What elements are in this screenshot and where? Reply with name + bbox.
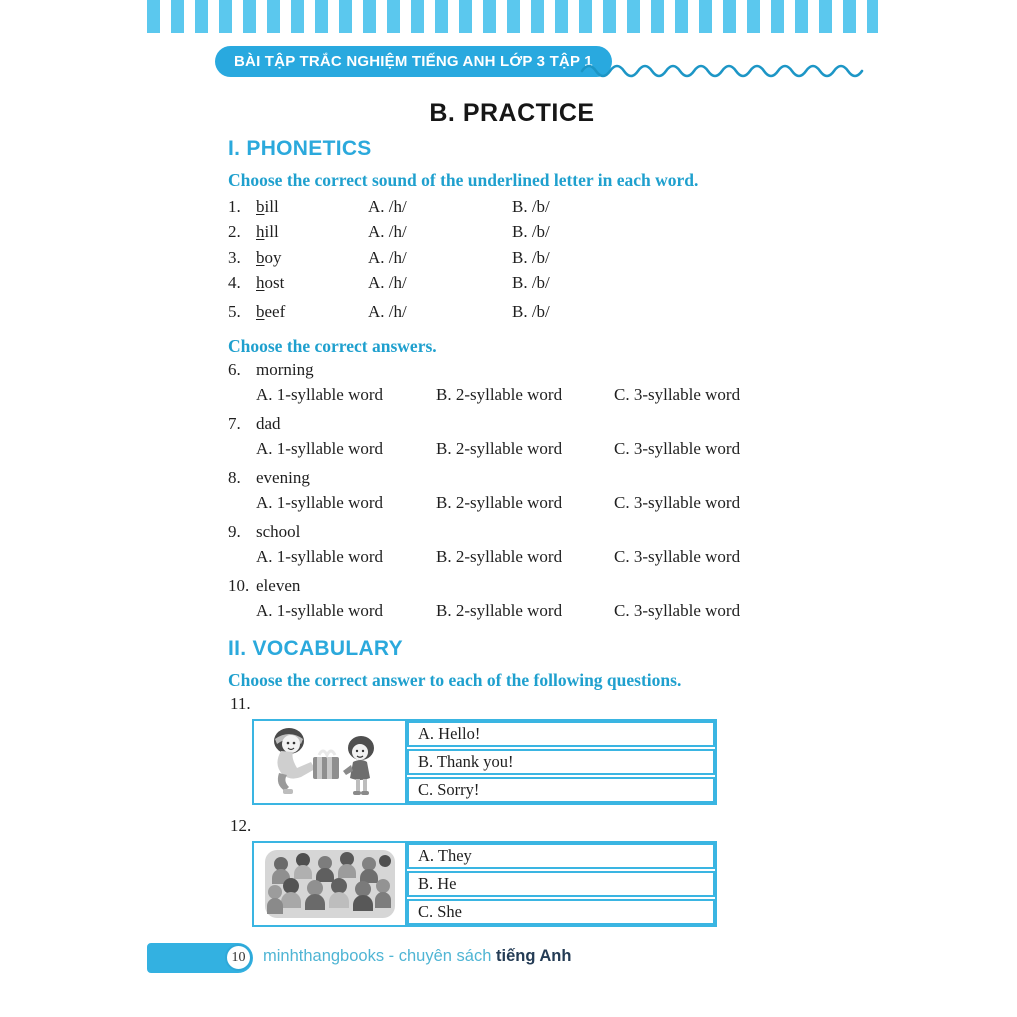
sound-question-row <box>228 194 768 220</box>
woman-giving-gift-to-child-illustration <box>261 725 399 799</box>
question-word <box>256 222 368 242</box>
syllable-question <box>228 466 788 516</box>
option-b: B. /b/ <box>512 247 550 267</box>
section-heading-phonetics: I. PHONETICS <box>228 137 372 160</box>
sound-question-row <box>228 220 768 246</box>
option-a: A. 1-syllable word <box>256 547 384 566</box>
instruction-syllable: Choose the correct answers. <box>228 336 437 356</box>
option-a: A. /h/ <box>368 301 407 321</box>
syllable-question-list <box>228 358 788 628</box>
option-a: A. Hello! <box>407 721 715 747</box>
option-c: C. 3-syllable word <box>614 385 741 404</box>
question-number: 9. <box>228 522 241 541</box>
question-word: evening <box>256 468 310 487</box>
option-b: B. 2-syllable word <box>436 601 563 620</box>
underlined-letter: b <box>256 301 265 321</box>
options-row <box>228 598 788 624</box>
option-a: A. /h/ <box>368 222 407 242</box>
crowd-of-people-illustration <box>263 848 397 920</box>
question-number: 10. <box>228 576 250 595</box>
question-number: 11. <box>230 694 251 713</box>
question-word-row <box>228 466 788 490</box>
syllable-question <box>228 574 788 624</box>
underlined-letter: h <box>256 273 265 293</box>
sound-question-row <box>228 299 768 325</box>
option-a: A. /h/ <box>368 196 407 216</box>
illustration-cell <box>254 721 407 803</box>
question-number: 1. <box>228 196 241 216</box>
question-word <box>256 248 368 268</box>
option-a: A. 1-syllable word <box>256 439 384 458</box>
illustration-cell <box>254 843 407 925</box>
syllable-question <box>228 412 788 462</box>
option-b: B. /b/ <box>512 273 550 293</box>
option-b: B. 2-syllable word <box>436 493 563 512</box>
question-word <box>256 197 368 217</box>
syllable-question <box>228 358 788 408</box>
options-row <box>228 544 788 570</box>
instruction-vocabulary: Choose the correct answer to each of the following questions. <box>228 670 682 690</box>
option-b: B. 2-syllable word <box>436 385 563 404</box>
question-number: 2. <box>228 222 241 242</box>
option-b: B. /b/ <box>512 301 550 321</box>
footer-brand-bold: tiếng Anh <box>495 947 572 965</box>
option-b: B. He <box>407 871 715 897</box>
question-word-row <box>228 412 788 436</box>
word-rest: oy <box>264 247 282 267</box>
option-c: C. Sorry! <box>407 777 715 803</box>
syllable-question <box>228 520 788 570</box>
option-a: A. 1-syllable word <box>256 601 384 620</box>
book-title-banner: BÀI TẬP TRẮC NGHIỆM TIẾNG ANH LỚP 3 TẬP 1 <box>215 46 612 77</box>
word-rest: eef <box>264 301 286 321</box>
word-rest: ill <box>264 196 279 216</box>
question-number: 8. <box>228 468 241 487</box>
question-word: eleven <box>256 576 301 595</box>
page-title: B. PRACTICE <box>429 99 595 127</box>
option-a: A. /h/ <box>368 247 407 267</box>
wavy-line-decoration <box>580 60 872 78</box>
footer-brand-light: minhthangbooks - chuyên sách <box>263 947 492 965</box>
question-number: 7. <box>228 414 241 433</box>
option-a: A. /h/ <box>368 273 407 293</box>
options-row <box>228 490 788 516</box>
top-stripes-decoration <box>147 0 878 33</box>
instruction-sound: Choose the correct sound of the underlined letter in each word. <box>228 170 699 190</box>
options-row <box>228 436 788 462</box>
question-word-row <box>228 358 788 382</box>
underlined-letter: h <box>256 222 265 242</box>
sound-question-row <box>228 271 768 297</box>
option-b: B. 2-syllable word <box>436 439 563 458</box>
question-number: 6. <box>228 360 241 379</box>
sound-question-list <box>228 194 768 325</box>
question-word-row <box>228 520 788 544</box>
option-a: A. 1-syllable word <box>256 493 384 512</box>
question-word: school <box>256 522 301 541</box>
question-number: 3. <box>228 247 241 267</box>
option-c: C. 3-syllable word <box>614 547 741 566</box>
option-c: C. She <box>407 899 715 925</box>
option-c: C. 3-syllable word <box>614 601 741 620</box>
option-b: B. /b/ <box>512 196 550 216</box>
question-word <box>256 302 368 322</box>
option-a: A. 1-syllable word <box>256 385 384 404</box>
option-b: B. /b/ <box>512 222 550 242</box>
options-row <box>228 382 788 408</box>
vocab-question-table <box>252 719 717 805</box>
underlined-letter: b <box>256 196 265 216</box>
question-number: 5. <box>228 301 241 321</box>
option-b: B. Thank you! <box>407 749 715 775</box>
question-word-row <box>228 574 788 598</box>
question-number: 4. <box>228 273 241 293</box>
footer-brand <box>263 947 571 966</box>
option-c: C. 3-syllable word <box>614 493 741 512</box>
options-column <box>407 721 715 803</box>
vocab-question-table <box>252 841 717 927</box>
word-rest: ost <box>264 273 285 293</box>
question-word <box>256 273 368 293</box>
underlined-letter: b <box>256 247 265 267</box>
question-word: morning <box>256 360 314 379</box>
sound-question-row <box>228 245 768 271</box>
word-rest: ill <box>264 222 279 242</box>
question-word: dad <box>256 414 281 433</box>
option-a: A. They <box>407 843 715 869</box>
option-b: B. 2-syllable word <box>436 547 563 566</box>
question-number: 12. <box>230 816 252 835</box>
option-c: C. 3-syllable word <box>614 439 741 458</box>
section-heading-vocabulary: II. VOCABULARY <box>228 637 403 660</box>
page-number-badge: 10 <box>225 944 252 971</box>
options-column <box>407 843 715 925</box>
